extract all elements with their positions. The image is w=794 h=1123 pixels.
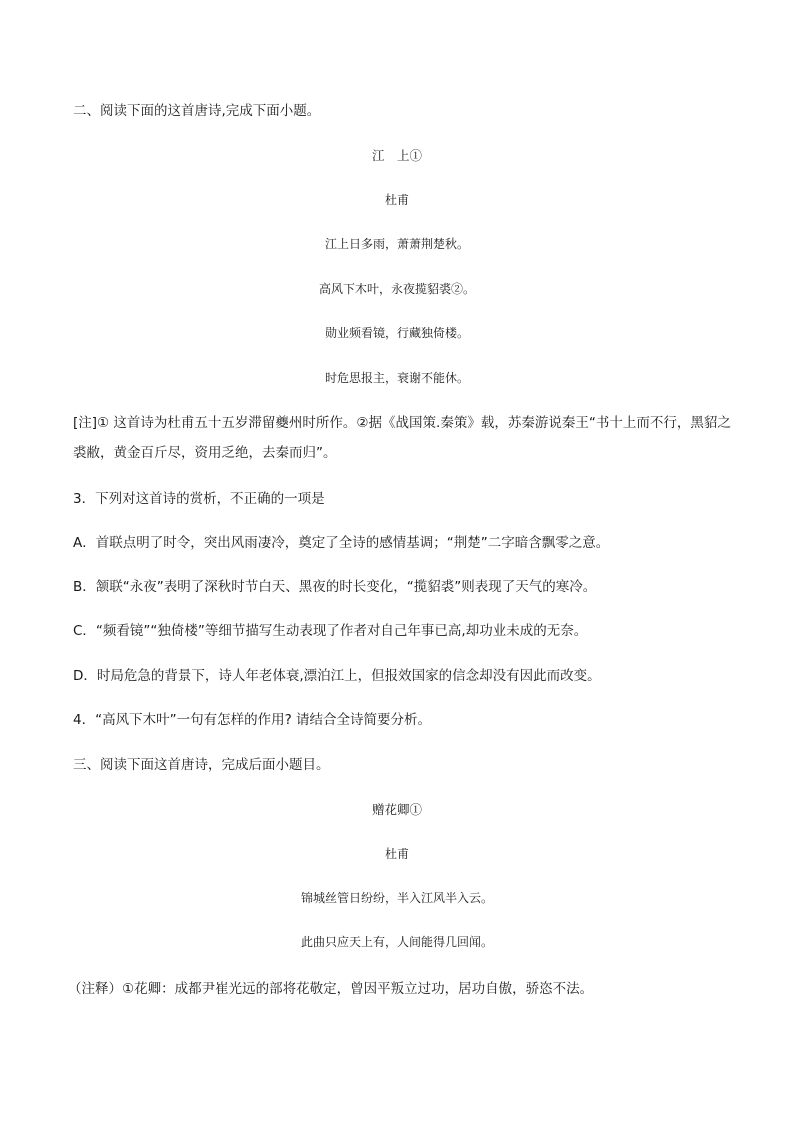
poem1-author: 杜甫 — [384, 193, 409, 207]
poem1-title: 江 上① — [371, 148, 422, 163]
poem1-line: 高风下木叶，永夜揽貂裘②。 — [318, 282, 475, 296]
poem2-line: 此曲只应天上有，人间能得几回闻。 — [300, 935, 493, 949]
question3-option-b: B．颔联“永夜”表明了深秋时节白天、黑夜的时长变化，“揽貂裘”则表现了天气的寒冷。 — [73, 579, 597, 595]
question3-stem: 3．下列对这首诗的赏析，不正确的一项是 — [73, 491, 325, 507]
poem2-line: 锦城丝管日纷纷，半入江风半入云。 — [300, 891, 493, 905]
section3-heading: 三、阅读下面这首唐诗，完成后面小题目。 — [73, 757, 330, 773]
poem2-note: （注释）①花卿：成都尹崔光远的部将花敬定，曾因平叛立过功，居功自傲，骄恣不法。 — [68, 981, 594, 997]
poem2-title: 赠花卿① — [371, 802, 422, 817]
poem2-author: 杜甫 — [384, 847, 409, 861]
question3-option-c: C．“频看镜”“独倚楼”等细节描写生动表现了作者对自己年事已高,却功业未成的无奈。 — [73, 623, 588, 639]
section2-heading: 二、阅读下面的这首唐诗,完成下面小题。 — [73, 103, 321, 119]
poem1-note: [注]① 这首诗为杜甫五十五岁滞留夔州时所作。②据《战国策.秦策》载，苏秦游说秦王“书十上而不行，黑貂之裘敝，黄金百斤尽，资用乏绝，去秦而归”。 — [73, 415, 731, 461]
question3-option-d: D．时局危急的背景下，诗人年老体衰,漂泊江上，但报效国家的信念却没有因此而改变。 — [73, 668, 601, 684]
question3-option-a: A．首联点明了时令，突出风雨凄冷，奠定了全诗的感情基调；“荆楚”二字暗含飘零之意。 — [73, 535, 610, 551]
poem1-line: 勋业频看镜，行藏独倚楼。 — [324, 326, 469, 340]
poem1-line: 江上日多雨，萧萧荆楚秋。 — [324, 237, 469, 251]
poem1-line: 时危思报主，衰谢不能休。 — [324, 371, 469, 385]
question4: 4．“高风下木叶”一句有怎样的作用? 请结合全诗简要分析。 — [73, 712, 432, 728]
